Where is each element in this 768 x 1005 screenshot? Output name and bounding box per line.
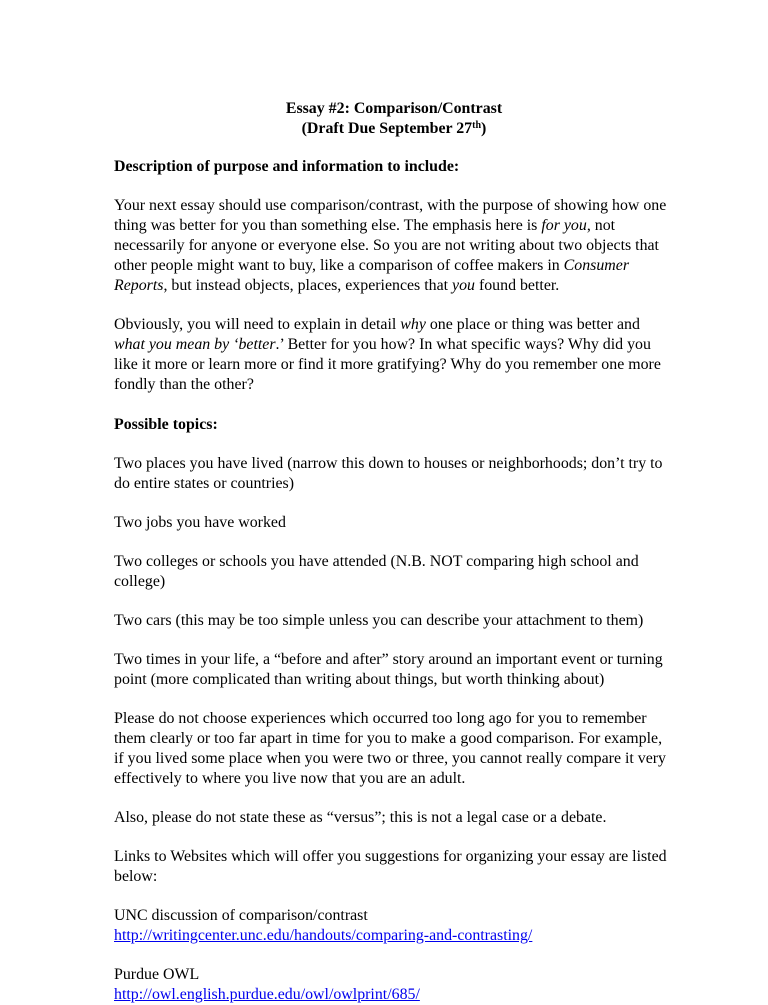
purpose-p1-emphasis-1: for you xyxy=(541,217,587,234)
purpose-p2-text-1: Obviously, you will need to explain in detail xyxy=(114,316,401,333)
purpose-paragraph-2 xyxy=(114,315,674,395)
purpose-heading: Description of purpose and information to include: xyxy=(114,158,460,175)
link-block-unc xyxy=(114,906,674,946)
purpose-p1-text-4: found better. xyxy=(474,277,560,294)
title-line-1: Essay #2: Comparison/Contrast xyxy=(285,100,503,117)
purpose-p1-emphasis-3: you xyxy=(452,277,475,294)
document-body xyxy=(114,99,674,1005)
link-unc[interactable]: http://writingcenter.unc.edu/handouts/comparing-and-contrasting/ xyxy=(114,927,533,944)
link-label-purdue: Purdue OWL xyxy=(114,966,200,983)
purpose-p1-text-1: Your next essay should use comparison/contrast, with the purpose of showing how one thing was better for you than something else. The emphasis here is xyxy=(114,197,667,234)
purpose-p2-emphasis-1: why xyxy=(400,316,426,333)
link-block-purdue xyxy=(114,965,674,1005)
topic-item: Two jobs you have worked xyxy=(114,514,286,531)
topic-item: Two colleges or schools you have attended (N.B. NOT comparing high school and college) xyxy=(114,553,639,590)
purpose-p2-emphasis-2: what you mean by ‘better xyxy=(114,336,276,353)
topic-item: Two times in your life, a “before and after” story around an important event or turning point (more complicated than writing about things, but worth thinking about) xyxy=(114,651,663,688)
purpose-paragraph-1 xyxy=(114,196,674,296)
essay-title xyxy=(114,99,674,139)
purpose-p1-text-3: , but instead objects, places, experiences that xyxy=(163,277,453,294)
title-superscript: th xyxy=(472,120,482,131)
purpose-p2-text-3: .’ Better for you how? In what specific ways? Why did you like it more or learn more or find it more gratifying? Why do you remember one more fondly than the other? xyxy=(114,336,661,393)
title-line-2-close: ) xyxy=(481,120,487,137)
topic-item: Two places you have lived (narrow this down to houses or neighborhoods; don’t try to do entire states or countries) xyxy=(114,455,663,492)
notes-paragraph-1: Please do not choose experiences which occurred too long ago for you to remember them clearly or too far apart in time for you to make a good comparison. For example, if you lived some place when you were two or three, you cannot really compare it very effectively to where you live now that you are an adult. xyxy=(114,710,667,787)
purpose-p1-emphasis-2: Consumer Reports xyxy=(114,257,630,294)
title-line-2-text: (Draft Due September 27 xyxy=(301,120,473,137)
topic-item: Two cars (this may be too simple unless you can describe your attachment to them) xyxy=(114,612,644,629)
link-purdue[interactable]: http://owl.english.purdue.edu/owl/owlprint/685/ xyxy=(114,986,420,1003)
purpose-p1-text-2: , not necessarily for anyone or everyone else. So you are not writing about two objects that other people might want to buy, like a comparison of coffee makers in xyxy=(114,217,659,274)
link-label-unc: UNC discussion of comparison/contrast xyxy=(114,907,368,924)
title-line-2 xyxy=(302,120,487,137)
purpose-p2-text-2: one place or thing was better and xyxy=(425,316,640,333)
notes-paragraph-2: Also, please do not state these as “versus”; this is not a legal case or a debate. xyxy=(114,809,607,826)
notes-paragraph-3: Links to Websites which will offer you suggestions for organizing your essay are listed below: xyxy=(114,848,667,885)
topics-heading: Possible topics: xyxy=(114,416,218,433)
